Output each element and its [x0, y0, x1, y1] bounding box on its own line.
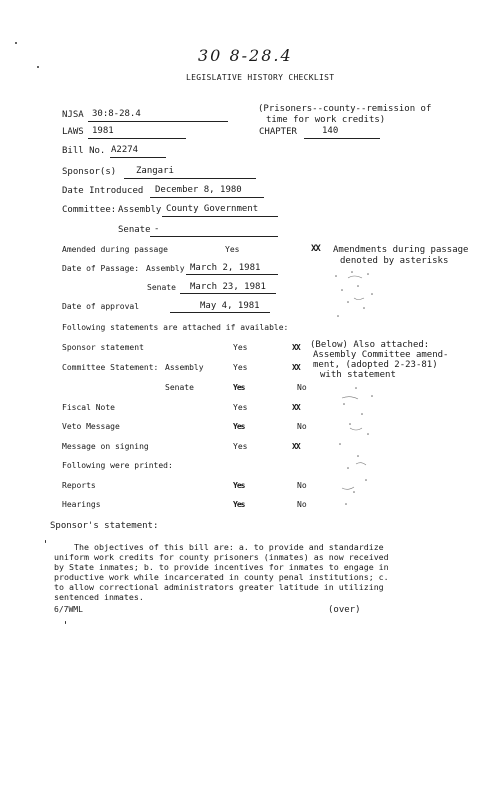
message-signing-yes: Yes — [233, 442, 248, 451]
reports-yes-struck: Yes — [233, 481, 245, 490]
date-introduced-value: December 8, 1980 — [155, 185, 242, 195]
also-attached-line-3: ment, (adopted 2-23-81) — [313, 360, 438, 370]
date-introduced-underline — [150, 197, 264, 198]
fiscal-note-label: Fiscal Note — [62, 403, 115, 412]
hearings-no: No — [297, 500, 307, 509]
passage-assembly-value: March 2, 1981 — [190, 263, 261, 273]
sponsor-statement-label: Sponsor statement — [62, 343, 144, 352]
committee-label: Committee: — [62, 205, 117, 215]
approval-underline — [170, 312, 270, 313]
passage-label: Date of Passage: — [62, 264, 140, 273]
bill-underline — [110, 157, 166, 158]
laws-value: 1981 — [92, 126, 114, 136]
approval-label: Date of approval — [62, 302, 140, 311]
scan-smudge-marks — [328, 268, 388, 518]
statement-line-1: The objectives of this bill are: a. to provide and standardize — [54, 542, 384, 552]
statement-line-6: sentenced inmates. — [54, 592, 144, 602]
sponsor-underline — [124, 178, 256, 179]
date-introduced-label: Date Introduced — [62, 186, 144, 196]
committee-statement-senate-no: No — [297, 383, 307, 392]
passage-senate-underline — [180, 293, 276, 294]
handwritten-reference: 30 8-28.4 — [198, 46, 293, 65]
veto-message-yes-struck: Yes — [233, 422, 245, 431]
committee-statement-assembly-yes: Yes — [233, 363, 248, 372]
sponsor-value: Zangari — [136, 166, 174, 176]
veto-message-label: Veto Message — [62, 422, 120, 431]
approval-value: May 4, 1981 — [200, 301, 260, 311]
bill-label: Bill No. — [62, 146, 106, 156]
scan-speck — [37, 66, 39, 68]
amended-note-line-2: denoted by asterisks — [340, 256, 449, 266]
fiscal-note-no-struck: XX — [292, 403, 300, 412]
bill-value: A2274 — [111, 145, 139, 155]
hearings-label: Hearings — [62, 500, 101, 509]
also-attached-line-4: with statement — [320, 370, 396, 380]
statement-line-2: uniform work credits for county prisoners (inmates) as now received — [54, 552, 389, 562]
message-signing-no-struck: XX — [292, 442, 300, 451]
amended-yes: Yes — [225, 245, 240, 254]
hearings-yes-struck: Yes — [233, 500, 245, 509]
fiscal-note-yes: Yes — [233, 403, 248, 412]
committee-assembly-value: County Government — [166, 204, 259, 214]
committee-assembly-underline — [162, 216, 278, 217]
amended-no-struck: XX — [311, 244, 320, 254]
chapter-value: 140 — [322, 126, 339, 136]
following-attached-heading: Following statements are attached if available: — [62, 323, 289, 332]
statement-line-4: productive work while incarcerated in county penal institutions; c. — [54, 572, 389, 582]
passage-senate-label: Senate — [147, 283, 176, 292]
committee-statement-senate-yes-struck: Yes — [233, 383, 245, 392]
reports-no: No — [297, 481, 307, 490]
njsa-label: NJSA — [62, 110, 84, 120]
sponsor-statement-no-struck: XX — [292, 343, 300, 352]
passage-senate-value: March 23, 1981 — [190, 282, 266, 292]
description-line-1: (Prisoners--county--remission of — [258, 104, 432, 114]
also-attached-line-2: Assembly Committee amend- — [313, 350, 449, 360]
over-indicator: (over) — [328, 605, 361, 615]
also-attached-line-1: (Below) Also attached: — [310, 340, 430, 350]
committee-senate-value: - — [154, 224, 160, 234]
sponsor-label: Sponsor(s) — [62, 167, 117, 177]
reports-label: Reports — [62, 481, 96, 490]
passage-assembly-underline — [186, 274, 278, 275]
following-printed-heading: Following were printed: — [62, 461, 173, 470]
document-title: LEGISLATIVE HISTORY CHECKLIST — [186, 73, 335, 82]
description-line-2: time for work credits) — [266, 115, 386, 125]
scan-speck — [45, 540, 46, 543]
committee-senate-label: Senate — [118, 225, 151, 235]
amended-label: Amended during passage — [62, 245, 168, 254]
message-signing-label: Message on signing — [62, 442, 149, 451]
chapter-underline — [304, 138, 380, 139]
statement-line-5: to allow correctional administrators greater latitude in utilizing — [54, 582, 384, 592]
committee-statement-assembly-no-struck: XX — [292, 363, 300, 372]
committee-senate-underline — [150, 236, 278, 237]
scan-speck — [15, 42, 17, 44]
laws-underline — [88, 138, 186, 139]
statement-line-3: by State inmates; b. to provide incentives for inmates to engage in — [54, 562, 389, 572]
committee-statement-label: Committee Statement: — [62, 363, 159, 372]
njsa-underline — [88, 121, 228, 122]
sponsors-statement-heading: Sponsor's statement: — [50, 521, 159, 531]
scan-speck — [65, 621, 66, 624]
committee-assembly-label: Assembly — [118, 205, 162, 215]
footer-code: 6/7WML — [54, 605, 83, 614]
chapter-label: CHAPTER — [259, 127, 297, 137]
veto-message-no: No — [297, 422, 307, 431]
laws-label: LAWS — [62, 127, 84, 137]
passage-assembly-label: Assembly — [146, 264, 185, 273]
amended-note-line-1: Amendments during passage — [333, 245, 469, 255]
committee-statement-senate-label: Senate — [165, 383, 194, 392]
njsa-value: 30:8-28.4 — [92, 109, 141, 119]
committee-statement-assembly-label: Assembly — [165, 363, 204, 372]
sponsor-statement-yes: Yes — [233, 343, 248, 352]
